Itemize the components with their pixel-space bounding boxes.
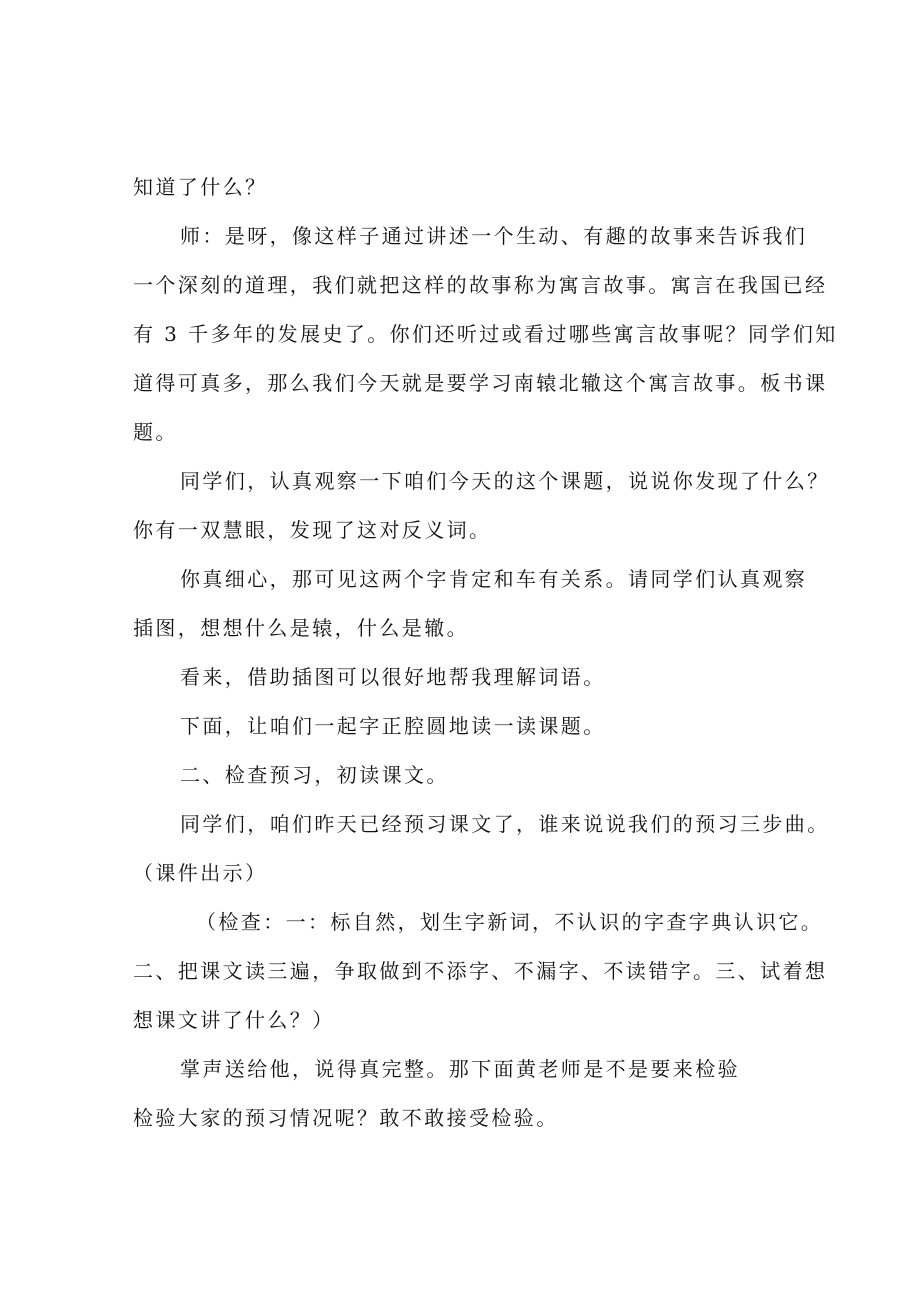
text-line: 道得可真多，那么我们今天就是要学习南辕北辙这个寓言故事。板书课 bbox=[133, 371, 828, 395]
text-line: 看来，借助插图可以很好地帮我理解词语。 bbox=[180, 665, 606, 689]
text-line: 同学们，认真观察一下咱们今天的这个课题，说说你发现了什么？ bbox=[180, 469, 830, 493]
text-line: 二、检查预习，初读课文。 bbox=[180, 763, 449, 787]
text-line: 想课文讲了什么？） bbox=[133, 1008, 335, 1032]
text-line: 有 3 千多年的发展史了。你们还听过或看过哪些寓言故事呢？同学们知 bbox=[133, 322, 838, 346]
text-line: 下面，让咱们一起字正腔圆地读一读课题。 bbox=[180, 714, 606, 738]
text-line: 你有一双慧眼，发现了这对反义词。 bbox=[133, 518, 492, 542]
text-line: 二、把课文读三遍，争取做到不添字、不漏字、不读错字。三、试着想 bbox=[133, 959, 828, 983]
text-line: 检验大家的预习情况呢？敢不敢接受检验。 bbox=[133, 1106, 559, 1130]
text-line: 题。 bbox=[133, 420, 178, 444]
text-line: 一个深刻的道理，我们就把这样的故事称为寓言故事。寓言在我国已经 bbox=[133, 273, 828, 297]
text-line: 插图，想想什么是辕，什么是辙。 bbox=[133, 616, 469, 640]
text-line: （课件出示） bbox=[133, 861, 268, 885]
text-line: 同学们，咱们昨天已经预习课文了，谁来说说我们的预习三步曲。 bbox=[180, 812, 830, 836]
text-line: 你真细心，那可见这两个字肯定和车有关系。请同学们认真观察 bbox=[180, 567, 808, 591]
text-line: 师：是呀，像这样子通过讲述一个生动、有趣的故事来告诉我们 bbox=[180, 224, 808, 248]
text-line: 掌声送给他，说得真完整。那下面黄老师是不是要来检验 bbox=[180, 1057, 740, 1081]
text-line: （检查：一：标自然，划生字新词，不认识的字查字典认识它。 bbox=[196, 910, 824, 934]
text-line: 知道了什么？ bbox=[133, 175, 268, 199]
